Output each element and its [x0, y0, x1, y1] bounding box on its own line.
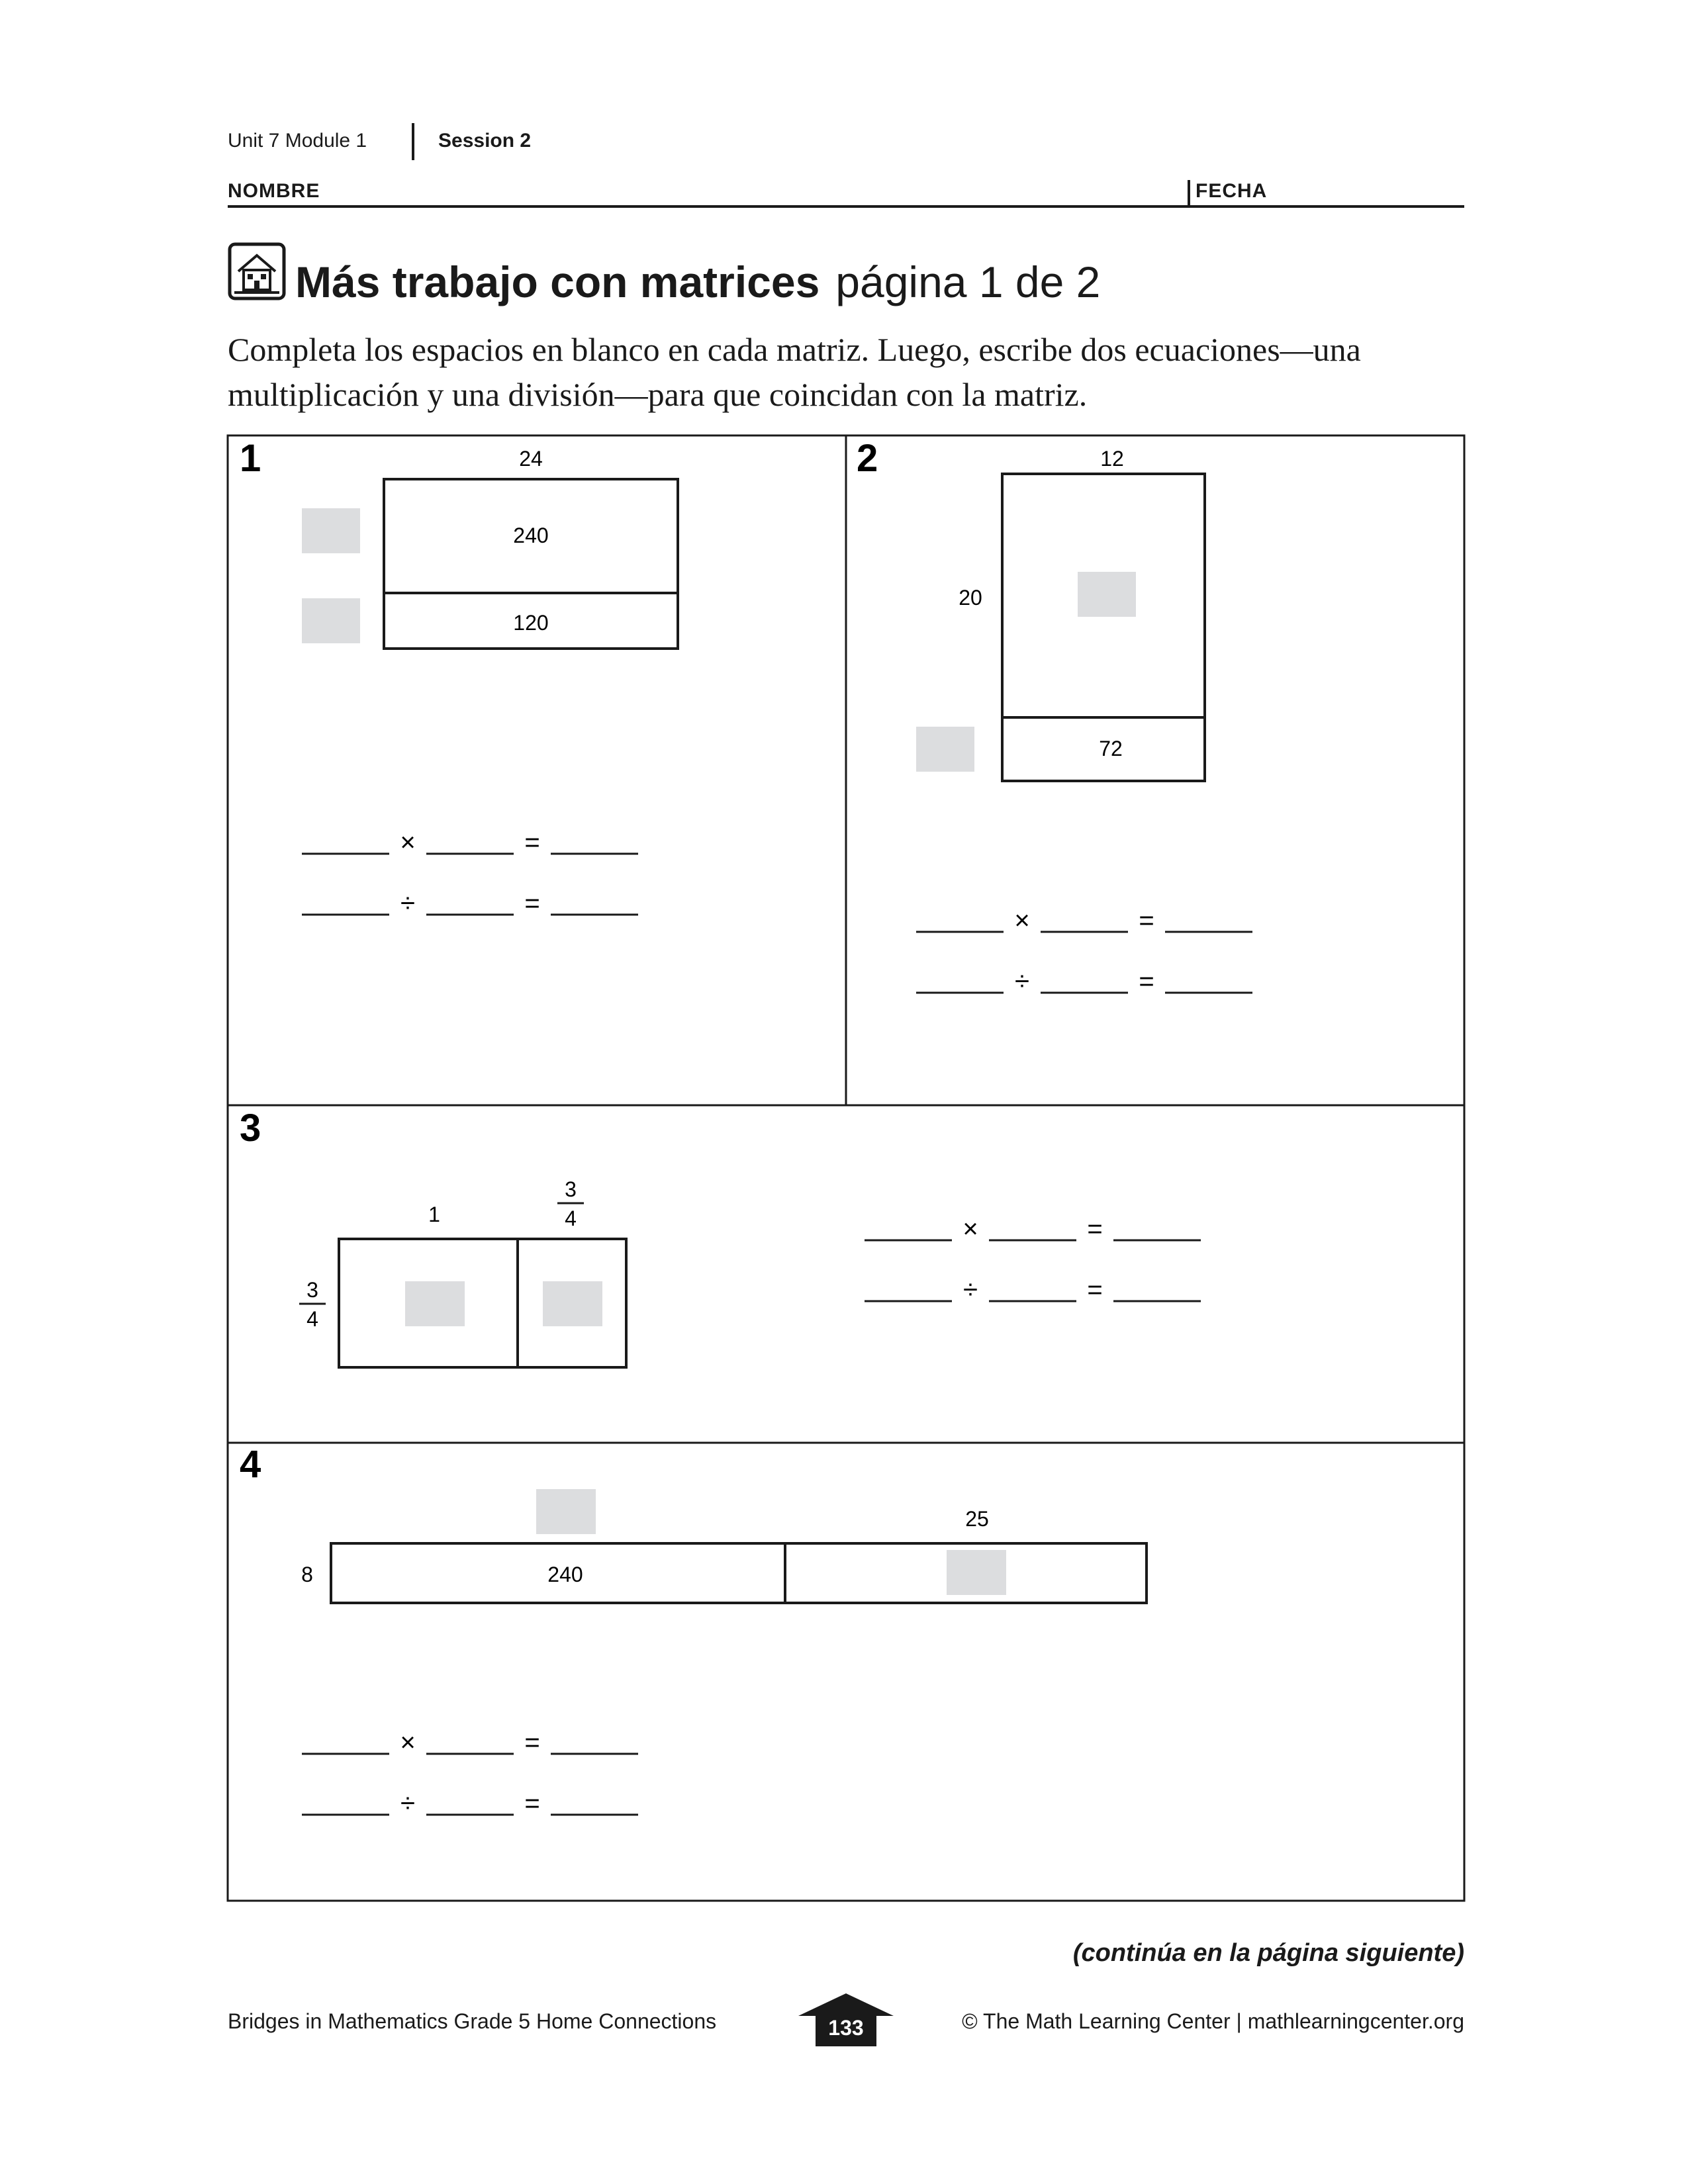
date-field-label: FECHA — [1196, 180, 1268, 202]
divide-symbol: ÷ — [400, 1789, 415, 1818]
array-top-label: 25 — [965, 1507, 989, 1531]
times-symbol: × — [400, 828, 416, 857]
array-side-label: 20 — [959, 586, 982, 610]
equation-division[interactable] — [302, 1789, 638, 1818]
divide-symbol: ÷ — [400, 889, 415, 918]
array-top-label: 1 — [428, 1203, 440, 1226]
equation-multiplication[interactable] — [302, 1728, 638, 1757]
blank-box[interactable] — [302, 598, 360, 643]
equals-symbol: = — [1139, 906, 1154, 935]
title-page-indicator: página 1 de 2 — [835, 257, 1101, 306]
fraction-numerator: 3 — [306, 1278, 318, 1302]
blank-box[interactable] — [302, 508, 360, 553]
divide-symbol: ÷ — [1015, 967, 1029, 996]
blank-box[interactable] — [947, 1550, 1006, 1595]
blank-box[interactable] — [405, 1281, 465, 1326]
array-cell-value: 240 — [547, 1563, 583, 1586]
unit-module-label: Unit 7 Module 1 — [228, 130, 367, 152]
array-top-label: 12 — [1100, 447, 1124, 471]
blank-box[interactable] — [543, 1281, 602, 1326]
fraction-denominator: 4 — [565, 1206, 577, 1230]
fraction-numerator: 3 — [565, 1177, 577, 1201]
continued-note: (continúa en la página siguiente) — [1072, 1939, 1464, 1967]
fraction-denominator: 4 — [306, 1307, 318, 1331]
equation-division[interactable] — [302, 889, 638, 918]
instructions: Completa los espacios en blanco en cada matriz. Luego, escribe dos ecuaciones—una multiplicación y una división—para que coincidan con la matriz. — [228, 331, 1361, 413]
equals-symbol: = — [1087, 1214, 1103, 1244]
problem-number: 2 — [857, 437, 878, 480]
equals-symbol: = — [524, 889, 540, 918]
equals-symbol: = — [1087, 1275, 1103, 1304]
equation-multiplication[interactable] — [302, 828, 638, 857]
page-number: 133 — [828, 2016, 864, 2040]
equals-symbol: = — [524, 828, 540, 857]
name-field-label: NOMBRE — [228, 180, 320, 202]
equals-symbol: = — [524, 1789, 540, 1818]
session-label: Session 2 — [438, 130, 532, 152]
footer-copyright: © The Math Learning Center | mathlearningcenter.org — [962, 2009, 1464, 2033]
times-symbol: × — [962, 1214, 978, 1244]
times-symbol: × — [400, 1728, 416, 1757]
title-main: Más trabajo con matrices — [295, 257, 820, 306]
blank-box[interactable] — [1078, 572, 1136, 617]
array-side-label: 8 — [301, 1563, 313, 1586]
equation-division[interactable] — [865, 1275, 1201, 1304]
problem-4 — [240, 1443, 1147, 1818]
array-rectangle — [1002, 474, 1205, 781]
equals-symbol: = — [524, 1728, 540, 1757]
problem-number: 4 — [240, 1443, 261, 1486]
array-cell-value: 120 — [513, 611, 549, 635]
divide-symbol: ÷ — [963, 1275, 978, 1304]
footer-publication: Bridges in Mathematics Grade 5 Home Connections — [228, 2009, 717, 2033]
problem-1 — [240, 437, 678, 918]
problem-3 — [240, 1107, 1201, 1367]
problem-2 — [857, 437, 1252, 996]
times-symbol: × — [1014, 906, 1030, 935]
problem-number: 3 — [240, 1107, 261, 1150]
array-cell-value: 240 — [513, 523, 549, 547]
equals-symbol: = — [1139, 967, 1154, 996]
equation-multiplication[interactable] — [916, 906, 1252, 935]
blank-box[interactable] — [916, 727, 974, 772]
array-rectangle — [331, 1543, 1147, 1603]
problem-number: 1 — [240, 437, 261, 480]
array-top-label: 24 — [519, 447, 543, 471]
blank-box[interactable] — [536, 1489, 596, 1534]
equation-multiplication[interactable] — [865, 1214, 1201, 1244]
array-cell-value: 72 — [1099, 737, 1123, 760]
equation-division[interactable] — [916, 967, 1252, 996]
